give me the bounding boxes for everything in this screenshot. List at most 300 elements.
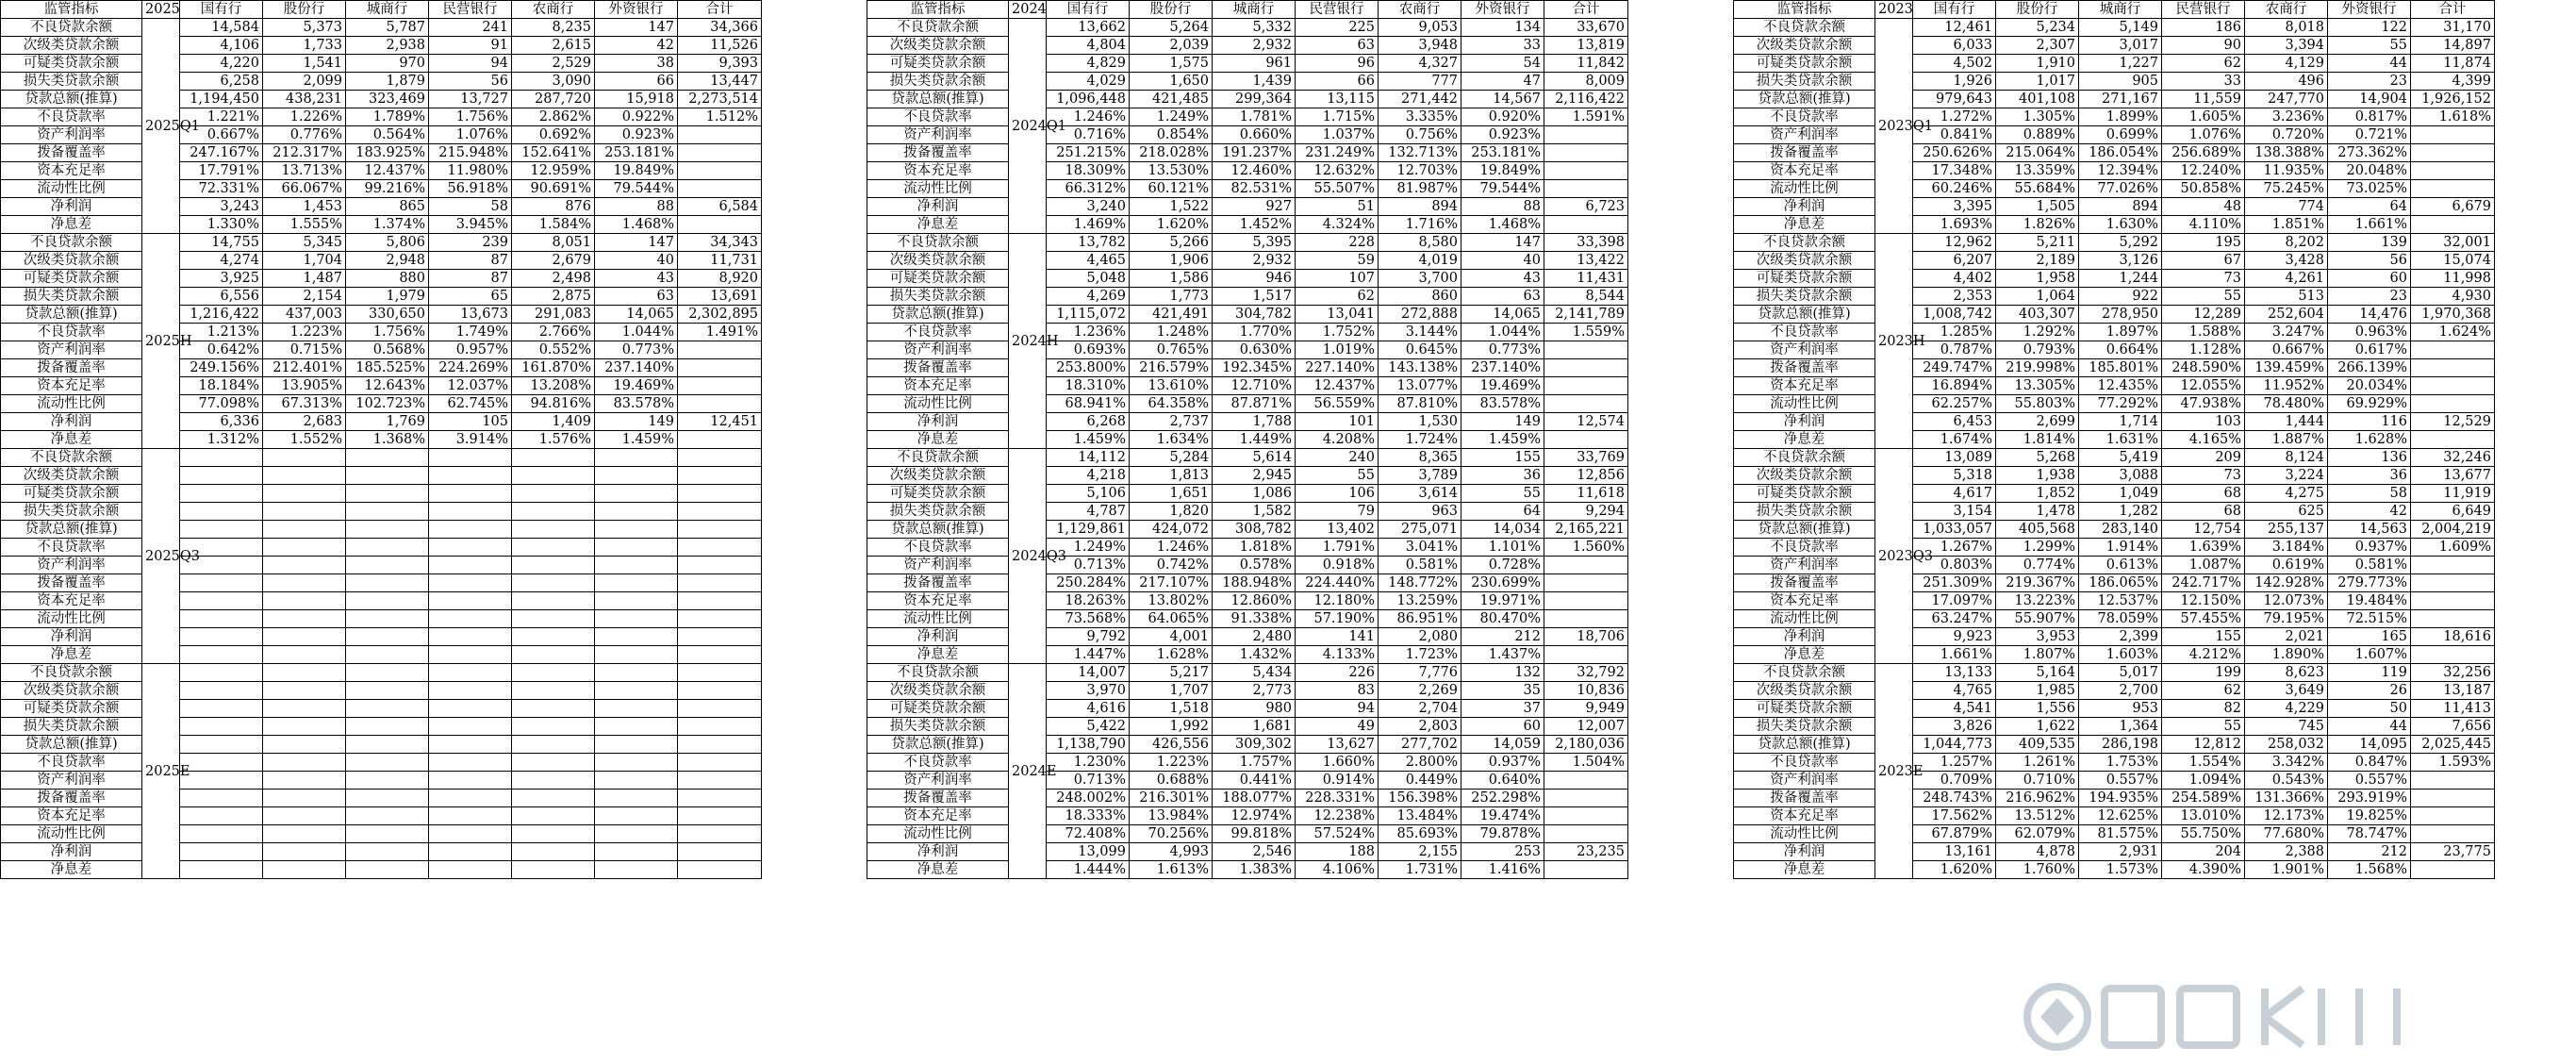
value-cell: 3,925 [180,270,263,288]
value-cell: 0.715% [263,341,346,359]
value-cell: 1.469% [1047,216,1130,234]
table-row [867,503,1628,521]
column-header: 国有行 [180,1,263,19]
value-cell: 1,487 [263,270,346,288]
value-cell: 185.525% [346,359,429,377]
value-cell: 11,526 [678,37,762,55]
table-row [1734,324,2495,341]
table-row [867,467,1628,485]
value-cell: 32,792 [1544,664,1628,682]
value-cell: 14,584 [180,19,263,37]
value-cell [346,574,429,592]
value-cell: 1.257% [1913,754,1996,772]
value-cell: 40 [1461,252,1544,270]
metric-label: 净息差 [1,646,142,664]
value-cell: 19.849% [1461,162,1544,180]
value-cell [2411,790,2495,807]
table-row [1734,19,2495,37]
value-cell [180,628,263,646]
value-cell: 3,154 [1913,503,1996,521]
metric-label: 净利润 [867,843,1009,861]
value-cell [678,503,762,521]
metric-label: 不良贷款率 [1734,108,1875,126]
value-cell [1544,861,1628,879]
value-cell: 5,017 [2079,664,2162,682]
value-cell: 1.374% [346,216,429,234]
value-cell: 438,231 [263,91,346,108]
value-cell: 1,970,368 [2411,306,2495,324]
metric-label: 资产利润率 [1,772,142,790]
value-cell: 0.765% [1130,341,1213,359]
value-cell: 0.922% [595,108,678,126]
value-cell: 9,949 [1544,700,1628,718]
metric-label: 净利润 [1,198,142,216]
value-cell: 2.862% [512,108,595,126]
value-cell: 142.928% [2245,574,2328,592]
value-cell: 18,616 [2411,628,2495,646]
value-cell: 0.937% [2328,539,2411,557]
metric-label: 不良贷款率 [1734,539,1875,557]
value-cell: 1,049 [2079,485,2162,503]
period-label: 2023Q3 [1875,449,1913,664]
value-cell: 15,074 [2411,252,2495,270]
table-row [1734,843,2495,861]
value-cell: 0.742% [1130,557,1213,574]
value-cell: 12.710% [1213,377,1296,395]
value-cell: 248.590% [2162,359,2245,377]
metric-label: 拨备覆盖率 [1734,574,1875,592]
value-cell: 409,535 [1996,736,2079,754]
value-cell [180,646,263,664]
value-cell: 55.507% [1296,180,1379,198]
value-cell [678,341,762,359]
value-cell: 79.195% [2245,610,2328,628]
value-cell: 4.390% [2162,861,2245,879]
value-cell: 23,235 [1544,843,1628,861]
value-cell: 1.631% [2079,431,2162,449]
value-cell: 946 [1213,270,1296,288]
value-cell [678,736,762,754]
value-cell: 894 [2079,198,2162,216]
value-cell [512,646,595,664]
metric-label: 不良贷款余额 [1734,234,1875,252]
table-row [867,37,1628,55]
value-cell: 256.689% [2162,144,2245,162]
metric-label: 损失类贷款余额 [1734,288,1875,306]
value-cell [678,861,762,879]
value-cell [678,754,762,772]
metric-label: 资产利润率 [867,772,1009,790]
value-cell: 1.128% [2162,341,2245,359]
table-row [1,162,762,180]
value-cell [180,772,263,790]
value-cell: 8,235 [512,19,595,37]
value-cell [2411,861,2495,879]
value-cell: 254.589% [2162,790,2245,807]
value-cell [263,628,346,646]
value-cell: 426,556 [1130,736,1213,754]
value-cell: 36 [2328,467,2411,485]
value-cell: 13,819 [1544,37,1628,55]
value-cell [678,126,762,144]
value-cell: 0.664% [2079,341,2162,359]
value-cell: 1.226% [263,108,346,126]
table-row [1,126,762,144]
value-cell: 219.367% [1996,574,2079,592]
value-cell: 0.773% [1461,341,1544,359]
metric-label: 资产利润率 [1734,341,1875,359]
value-cell: 13,627 [1296,736,1379,754]
table-row [1734,288,2495,306]
table-row [1,736,762,754]
value-cell [263,557,346,574]
value-cell: 1.781% [1213,108,1296,126]
value-cell: 4,402 [1913,270,1996,288]
value-cell [2411,431,2495,449]
value-cell: 0.667% [2245,341,2328,359]
column-header: 民营银行 [1296,1,1379,19]
column-header: 农商行 [512,1,595,19]
table-row [1734,700,2495,718]
value-cell: 5,345 [263,234,346,252]
value-cell: 0.756% [1379,126,1461,144]
value-cell: 1.330% [180,216,263,234]
table-row [1,592,762,610]
value-cell [678,144,762,162]
value-cell: 13,673 [429,306,512,324]
value-cell: 0.630% [1213,341,1296,359]
table-row [1,557,762,574]
value-cell: 212 [1461,628,1544,646]
value-cell: 2,931 [2079,843,2162,861]
metric-label: 不良贷款余额 [1,449,142,467]
value-cell [429,664,512,682]
value-cell: 1.076% [2162,126,2245,144]
value-cell: 1,788 [1213,413,1296,431]
metric-label: 不良贷款余额 [867,664,1009,682]
value-cell [595,628,678,646]
value-cell: 1,033,057 [1913,521,1996,539]
metric-label: 损失类贷款余额 [867,718,1009,736]
value-cell: 83 [1296,682,1379,700]
value-cell [263,807,346,825]
value-cell: 5,787 [346,19,429,37]
metric-label: 资本充足率 [867,377,1009,395]
value-cell: 83.578% [595,395,678,413]
value-cell: 961 [1213,55,1296,73]
value-cell [346,610,429,628]
table-row [1734,503,2495,521]
metric-label: 不良贷款余额 [1,19,142,37]
value-cell: 14,034 [1461,521,1544,539]
value-cell: 403,307 [1996,306,2079,324]
metric-label: 贷款总额(推算) [1734,91,1875,108]
value-cell: 13,099 [1047,843,1130,861]
value-cell [263,449,346,467]
metric-label: 不良贷款余额 [1,234,142,252]
value-cell [512,736,595,754]
value-cell: 271,167 [2079,91,2162,108]
value-cell: 55.750% [2162,825,2245,843]
value-cell [595,467,678,485]
value-cell: 0.937% [1461,754,1544,772]
value-cell [346,772,429,790]
value-cell [2411,126,2495,144]
value-cell: 3,948 [1379,37,1461,55]
value-cell: 1,926,152 [2411,91,2495,108]
value-cell: 12.238% [1296,807,1379,825]
value-cell: 1,773 [1130,288,1213,306]
value-cell: 225 [1296,19,1379,37]
value-cell [346,790,429,807]
value-cell: 0.449% [1379,772,1461,790]
value-cell: 323,469 [346,91,429,108]
value-cell: 1.554% [2162,754,2245,772]
metric-label: 次级类贷款余额 [867,252,1009,270]
metric-label: 流动性比例 [1734,395,1875,413]
value-cell [346,592,429,610]
value-cell: 0.642% [180,341,263,359]
value-cell: 424,072 [1130,521,1213,539]
value-cell: 0.923% [1461,126,1544,144]
table-row [1,306,762,324]
table-row [1734,557,2495,574]
value-cell: 192.345% [1213,359,1296,377]
metric-label: 可疑类贷款余额 [1734,270,1875,288]
value-cell: 1.724% [1379,431,1461,449]
value-cell [429,646,512,664]
value-cell [263,485,346,503]
value-cell: 1,439 [1213,73,1296,91]
value-cell: 250.284% [1047,574,1130,592]
value-cell: 5,395 [1213,234,1296,252]
value-cell: 241 [429,19,512,37]
value-cell: 11,919 [2411,485,2495,503]
value-cell [429,825,512,843]
value-cell: 330,650 [346,306,429,324]
value-cell [512,718,595,736]
metric-label: 净息差 [1734,861,1875,879]
table-row [867,861,1628,879]
metric-label: 资本充足率 [1734,592,1875,610]
value-cell: 78.747% [2328,825,2411,843]
value-cell: 1.459% [1047,431,1130,449]
value-cell: 216.579% [1130,359,1213,377]
metric-label: 拨备覆盖率 [1,790,142,807]
value-cell [595,646,678,664]
value-cell: 1.019% [1296,341,1379,359]
value-cell [678,162,762,180]
value-cell: 1.568% [2328,861,2411,879]
value-cell: 4,218 [1047,467,1130,485]
value-cell: 122 [2328,19,2411,37]
value-cell: 5,149 [2079,19,2162,37]
value-cell: 0.720% [2245,126,2328,144]
value-cell: 1.249% [1130,108,1213,126]
value-cell: 13.359% [1996,162,2079,180]
value-cell: 51 [1296,198,1379,216]
value-cell: 4.110% [2162,216,2245,234]
header-label: 监管指标 [867,1,1009,19]
value-cell: 1.693% [1913,216,1996,234]
table-row [1734,574,2495,592]
metric-label: 拨备覆盖率 [1,144,142,162]
metric-label: 流动性比例 [1734,825,1875,843]
value-cell: 23 [2328,73,2411,91]
value-cell: 64 [2328,198,2411,216]
value-cell: 72.331% [180,180,263,198]
value-cell: 0.923% [595,126,678,144]
value-cell: 44 [2328,718,2411,736]
metric-label: 损失类贷款余额 [1,73,142,91]
value-cell [595,664,678,682]
value-cell [1544,807,1628,825]
value-cell: 2,704 [1379,700,1461,718]
metric-label: 可疑类贷款余额 [1734,700,1875,718]
value-cell: 63 [595,288,678,306]
value-cell: 1,813 [1130,467,1213,485]
table-row [1,628,762,646]
value-cell: 1.432% [1213,646,1296,664]
value-cell: 8,580 [1379,234,1461,252]
value-cell: 55 [2162,288,2245,306]
value-cell [678,790,762,807]
table-row [867,557,1628,574]
value-cell: 3.041% [1379,539,1461,557]
value-cell: 13,161 [1913,843,1996,861]
value-cell: 2,154 [263,288,346,306]
metric-label: 损失类贷款余额 [867,73,1009,91]
value-cell: 56.918% [429,180,512,198]
metric-label: 损失类贷款余额 [867,503,1009,521]
value-cell: 0.692% [512,126,595,144]
value-cell: 2,269 [1379,682,1461,700]
value-cell: 227.140% [1296,359,1379,377]
value-cell: 253.181% [595,144,678,162]
value-cell: 4,106 [180,37,263,55]
value-cell [678,700,762,718]
value-cell [346,628,429,646]
value-cell [180,467,263,485]
value-cell: 1.715% [1296,108,1379,126]
value-cell: 4.133% [1296,646,1379,664]
value-cell: 195 [2162,234,2245,252]
value-cell: 20.034% [2328,377,2411,395]
metric-label: 不良贷款率 [1,108,142,126]
value-cell: 14,065 [1461,306,1544,324]
table-row [867,108,1628,126]
value-cell [678,646,762,664]
metric-label: 资产利润率 [867,126,1009,144]
value-cell: 5,264 [1130,19,1213,37]
value-cell: 1,582 [1213,503,1296,521]
value-cell: 90 [2162,37,2245,55]
metric-label: 拨备覆盖率 [867,574,1009,592]
value-cell: 23,775 [2411,843,2495,861]
value-cell: 3,428 [2245,252,2328,270]
value-cell: 14,563 [2328,521,2411,539]
value-cell: 15,918 [595,91,678,108]
year-label: 2023 [1875,1,1913,19]
value-cell: 1,556 [1996,700,2079,718]
value-cell: 0.716% [1047,126,1130,144]
value-cell: 5,434 [1213,664,1296,682]
value-cell: 1.459% [1461,431,1544,449]
metric-label: 贷款总额(推算) [867,521,1009,539]
value-cell: 3.945% [429,216,512,234]
value-cell: 2,180,036 [1544,736,1628,754]
value-cell [346,736,429,754]
value-cell [595,574,678,592]
value-cell: 219.998% [1996,359,2079,377]
value-cell: 1,008,742 [1913,306,1996,324]
table-row [1,807,762,825]
value-cell: 2,480 [1213,628,1296,646]
metric-label: 可疑类贷款余额 [867,485,1009,503]
table-row [1734,467,2495,485]
value-cell: 75.245% [2245,180,2328,198]
value-cell: 12.632% [1296,162,1379,180]
value-cell [678,395,762,413]
value-cell [180,718,263,736]
table-row [867,574,1628,592]
value-cell: 1,138,790 [1047,736,1130,754]
value-cell: 91 [429,37,512,55]
value-cell: 4,829 [1047,55,1130,73]
value-cell [263,521,346,539]
value-cell: 980 [1213,700,1296,718]
value-cell [512,628,595,646]
value-cell: 47.938% [2162,395,2245,413]
value-cell [263,843,346,861]
value-cell: 12.437% [1296,377,1379,395]
value-cell: 4,261 [2245,270,2328,288]
value-cell: 6,258 [180,73,263,91]
value-cell [429,503,512,521]
column-header: 合计 [1544,1,1628,19]
value-cell: 186 [2162,19,2245,37]
column-header: 合计 [2411,1,2495,19]
value-cell: 1.661% [2328,216,2411,234]
value-cell: 12.460% [1213,162,1296,180]
value-cell [429,700,512,718]
value-cell: 58 [2328,485,2411,503]
value-cell: 13.610% [1130,377,1213,395]
value-cell [180,754,263,772]
value-cell [512,861,595,879]
value-cell [346,807,429,825]
value-cell: 17.562% [1913,807,1996,825]
value-cell [678,216,762,234]
value-cell [180,861,263,879]
metric-label: 净利润 [1734,843,1875,861]
value-cell: 14,904 [2328,91,2411,108]
value-cell [2411,807,2495,825]
value-cell: 0.667% [180,126,263,144]
value-cell: 72.408% [1047,825,1130,843]
metric-label: 次级类贷款余额 [867,467,1009,485]
value-cell: 2,080 [1379,628,1461,646]
value-cell: 0.773% [595,341,678,359]
value-cell [346,467,429,485]
value-cell: 1.634% [1130,431,1213,449]
table-row [1734,55,2495,73]
value-cell: 1,979 [346,288,429,306]
value-cell: 251.309% [1913,574,1996,592]
value-cell: 63 [1296,37,1379,55]
value-cell: 1,707 [1130,682,1213,700]
table-row [1734,682,2495,700]
